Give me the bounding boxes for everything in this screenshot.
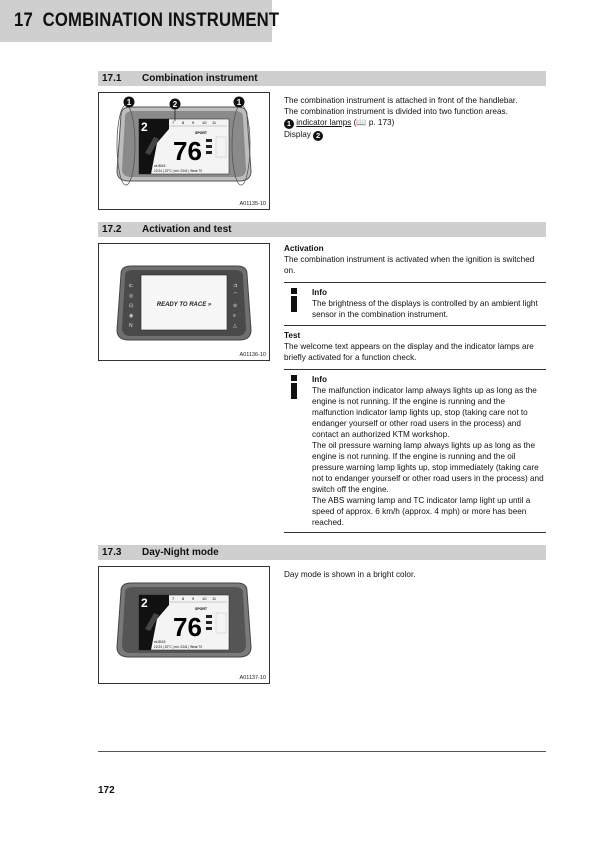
section-heading-17-2: 17.2 Activation and test — [98, 222, 546, 237]
tach-label: 8 — [182, 120, 185, 125]
paragraph: The combination instrument is divided into two function areas. — [284, 107, 508, 116]
riding-mode: SPORT — [195, 607, 208, 611]
riding-mode: SPORT — [195, 131, 208, 135]
tach-label: 11 — [212, 596, 217, 601]
welcome-illustration — [99, 244, 269, 360]
callout-badge: 2 — [313, 131, 323, 141]
callout-badge: 1 — [284, 119, 294, 129]
info-title: Info — [312, 288, 328, 297]
section-17-3-text — [284, 569, 546, 580]
indicator-lamps-link[interactable]: indicator lamps — [296, 118, 352, 127]
info-box-brightness — [284, 282, 546, 326]
section-17-1-text — [284, 95, 546, 141]
section-heading-17-1: 17.1 Combination instrument — [98, 71, 546, 86]
footer-rule — [98, 751, 546, 752]
oil-icon: ⊘ — [233, 303, 238, 309]
figure-combination-instrument — [98, 92, 270, 210]
lamp-icon: ◎ — [129, 293, 134, 299]
tach-label: 10 — [202, 596, 207, 601]
callout-2: 2 — [172, 100, 178, 109]
tach-label: 7 — [172, 596, 175, 601]
info-text: The brightness of the displays is controlled by an ambient light sensor in the combination instrument. — [312, 299, 538, 319]
activation-block — [284, 243, 546, 276]
tach-label: 9 — [192, 596, 195, 601]
status-line: 12:24 | 22°C | mi= 2341 | Wear 70 — [154, 645, 203, 649]
tc-icon: ⌒ — [233, 293, 239, 299]
tach-label: 8 — [182, 596, 185, 601]
abs-icon: ◉ — [129, 313, 134, 319]
section-heading-17-3: 17.3 Day-Night mode — [98, 545, 546, 560]
tach-label: 10 — [202, 120, 207, 125]
turn-signal-icon: ⇇ — [129, 283, 134, 289]
page-number: 172 — [98, 785, 115, 796]
info-icon — [287, 288, 301, 312]
chapter-heading — [0, 0, 280, 42]
activation-text: The combination instrument is activated when the ignition is switched on. — [284, 255, 535, 275]
callout-1-right: 1 — [236, 98, 242, 107]
welcome-text: READY TO RACE » — [156, 302, 212, 308]
tach-label: 11 — [212, 120, 217, 125]
odometer-line: mi 8043 — [154, 640, 166, 644]
display-label: Display — [284, 130, 311, 139]
list-item-display — [284, 129, 546, 141]
test-text: The welcome text appears on the display and the indicator lamps are briefly activated for a function check. — [284, 342, 534, 362]
paragraph: Day mode is shown in a bright color. — [284, 570, 416, 579]
info-box-warning-lamps — [284, 369, 546, 533]
tach-label: 9 — [192, 120, 195, 125]
activation-heading: Activation — [284, 244, 324, 253]
high-beam-icon: ≡ — [233, 313, 236, 319]
status-line: 12:24 | 22°C | mi= 2341 | Wear 70 — [154, 169, 203, 173]
neutral-icon: N — [129, 323, 133, 329]
paragraph: The combination instrument is attached in front of the handlebar. — [284, 96, 518, 105]
speed-readout: 76 — [173, 136, 202, 166]
info-paragraph: The ABS warning lamp and TC indicator lamp light up until a speed of approx. 6 km/h (approx. 4 mph) or more has been reached. — [312, 496, 531, 527]
engine-icon: ⊡ — [129, 303, 134, 309]
chapter-title: 17 COMBINATION INSTRUMENT — [14, 10, 280, 31]
page-reference: (📖 p. 173) — [353, 118, 395, 127]
figure-day-mode — [98, 566, 270, 684]
figure-code: A01136-10 — [239, 352, 266, 358]
info-paragraph: The oil pressure warning lamp always lights up as long as the engine is not running. If the engine is running and the oil pressure warning lamp lights up, stop immediately (taking care not to endanger yourself or other road users in the process) and switch off the engine. — [312, 441, 544, 494]
info-title: Info — [312, 375, 328, 384]
instrument-illustration — [99, 93, 269, 209]
turn-signal-right-icon: ⇉ — [233, 283, 238, 289]
info-paragraph: The malfunction indicator lamp always lights up as long as the engine is not running. If the engine is running and the malfunction indicator lamp lights up, stop (taking care not to endanger yourself or other road users in the process) and contact an authorized KTM workshop. — [312, 386, 537, 439]
odometer-line: mi 8043 — [154, 164, 166, 168]
speed-readout: 76 — [173, 612, 202, 642]
figure-welcome-screen — [98, 243, 270, 361]
figure-code: A01137-10 — [239, 675, 266, 681]
list-item-indicator-lamps — [284, 117, 546, 129]
tach-label: 7 — [172, 120, 175, 125]
gear-indicator: 2 — [141, 596, 148, 610]
day-mode-illustration — [99, 567, 269, 683]
callout-1-left: 1 — [126, 98, 132, 107]
gear-indicator: 2 — [141, 120, 148, 134]
test-block — [284, 330, 546, 363]
test-heading: Test — [284, 331, 301, 340]
warning-icon: △ — [233, 323, 237, 329]
info-icon — [287, 375, 301, 399]
figure-code: A01135-10 — [239, 201, 266, 207]
